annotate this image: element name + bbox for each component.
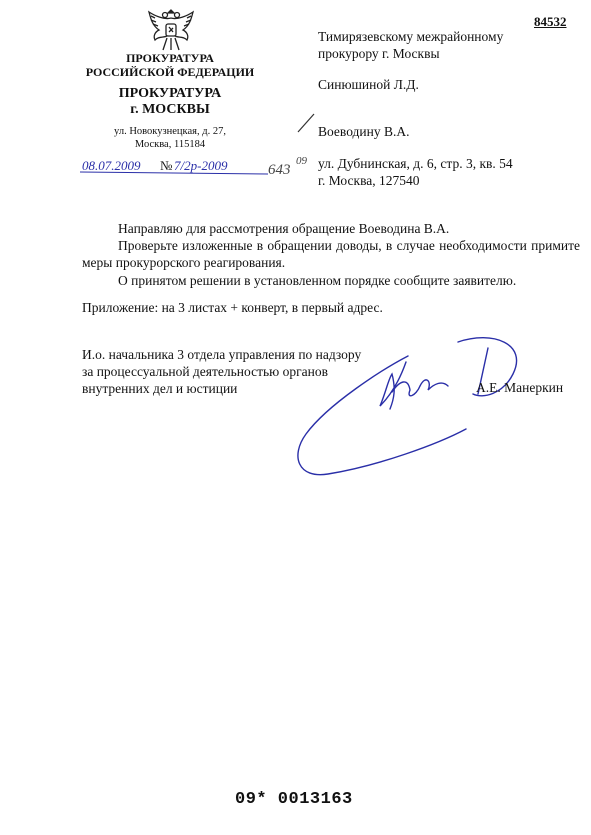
office-address xyxy=(84,125,256,151)
title-line: И.о. начальника 3 отдела управления по надзору xyxy=(82,347,362,362)
body-paragraph: Направляю для рассмотрения обращение Воеводина В.А. xyxy=(118,221,450,236)
body-paragraph: О принятом решении в установленном порядке сообщите заявителю. xyxy=(118,273,517,288)
recipient-line: Тимирязевскому межрайонному прокурору г. Москвы xyxy=(318,29,504,61)
recipient-line: Воеводину В.А. xyxy=(318,124,410,139)
signatory-name: А.Е. Манеркин xyxy=(476,380,564,395)
document-serial-number: 09* 0013163 xyxy=(235,790,353,809)
coat-of-arms-emblem-icon xyxy=(145,6,197,54)
outgoing-number: 7/2р-2009 xyxy=(174,158,228,173)
office-line: г. МОСКВЫ xyxy=(130,102,210,117)
number-sign: № xyxy=(160,158,173,173)
recipient-line: ул. Дубнинская, д. 6, стр. 3, кв. 54 xyxy=(318,156,513,171)
address-line: Москва, 115184 xyxy=(134,139,206,150)
attachment-note: Приложение: на 3 листах + конверт, в первый адрес. xyxy=(82,300,383,315)
outgoing-date: 08.07.2009 xyxy=(82,158,141,173)
organization-name xyxy=(84,51,256,79)
outgoing-suffix: 643 xyxy=(268,162,291,178)
title-line: внутренних дел и юстиции xyxy=(82,381,238,396)
outgoing-number-handwritten xyxy=(78,156,328,184)
address-line: ул. Новокузнецкая, д. 27, xyxy=(114,126,226,137)
office-name xyxy=(84,86,256,118)
org-line: ПРОКУРАТУРА xyxy=(126,51,214,65)
registration-number: 84532 xyxy=(534,14,567,29)
body-paragraph: Проверьте изложенные в обращении доводы, в случае необходимости примите меры прокурорского реагирования. xyxy=(82,238,580,270)
handwritten-signature xyxy=(288,334,528,494)
recipient-line: Синюшиной Л.Д. xyxy=(318,77,419,92)
recipient-address xyxy=(318,155,513,189)
outgoing-superscript: 09 xyxy=(296,156,307,167)
recipient-line: г. Москва, 127540 xyxy=(318,173,420,188)
office-line: ПРОКУРАТУРА xyxy=(118,86,222,101)
org-line: РОССИЙСКОЙ ФЕДЕРАЦИИ xyxy=(85,65,255,79)
title-line: за процессуальной деятельностью органов xyxy=(82,364,328,379)
pen-mark xyxy=(296,112,316,136)
